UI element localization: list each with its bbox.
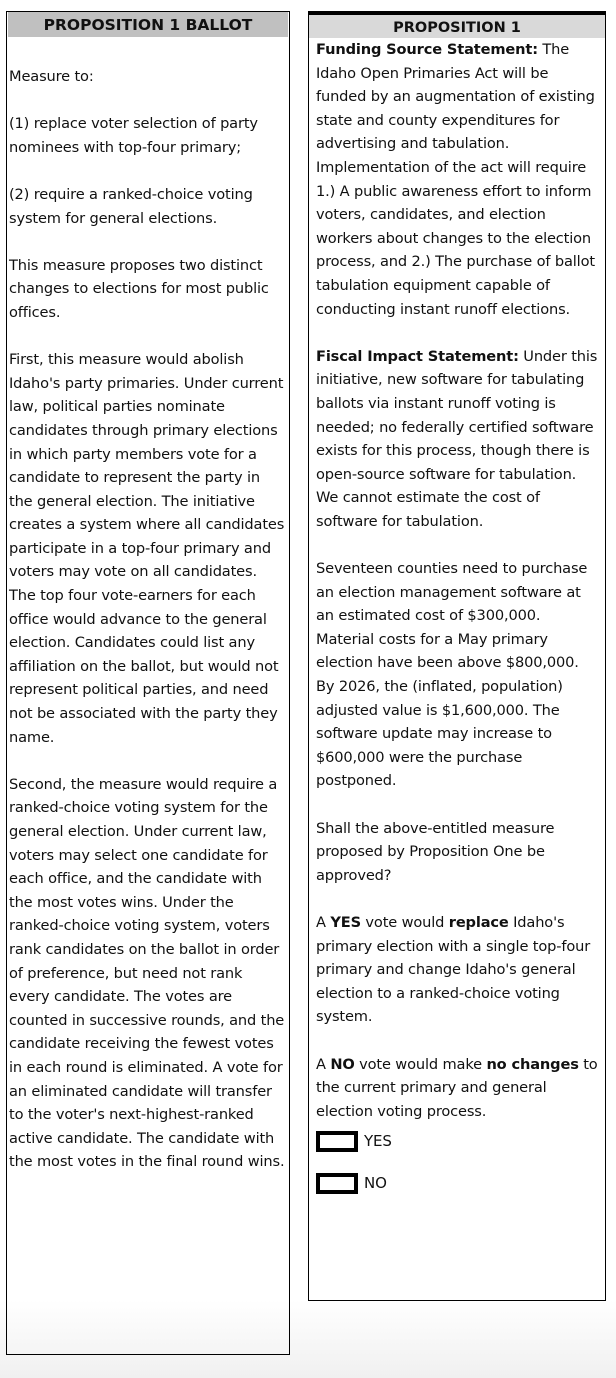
vote-option-no[interactable] — [316, 1173, 601, 1194]
cost-estimates: Seventeen counties need to purchase an election management software at an estimated cost of $300,000. Material costs for a May primary election have been above $800,000. By 2026, the (inflated, population) adjusted value is $1,600,000. The software update may increase to $600,000 were the purchase postponed. — [316, 560, 588, 790]
yes-vote-explanation — [316, 911, 601, 1029]
measure-intro: Measure to: — [9, 68, 94, 85]
ballot-summary-panel — [6, 11, 290, 1355]
no-explanation-keyword: NO — [330, 1055, 355, 1073]
ballot-title: PROPOSITION 1 BALLOT — [8, 12, 288, 37]
proposition-details-panel — [308, 11, 606, 1301]
yes-explanation-keyword: YES — [330, 913, 361, 931]
vote-option-yes[interactable] — [316, 1131, 601, 1152]
yes-explanation-middle: vote would — [360, 913, 449, 931]
measure-item-2: (2) require a ranked-choice voting system for general elections. — [9, 185, 253, 227]
no-explanation-action: no changes — [486, 1055, 579, 1073]
no-label: NO — [364, 1174, 387, 1193]
fiscal-impact-label: Fiscal Impact Statement: — [316, 347, 519, 365]
funding-source-statement — [316, 38, 601, 321]
fiscal-impact-statement — [316, 345, 601, 534]
yes-label: YES — [364, 1132, 392, 1151]
yes-explanation-suffix: Idaho's primary election with a single top-four primary and change Idaho's general election to a ranked-choice voting system. — [316, 913, 591, 1026]
proposition-title: PROPOSITION 1 — [309, 15, 605, 38]
yes-explanation-action: replace — [448, 913, 509, 931]
measure-second-change: Second, the measure would require a ranked-choice voting system for the general election. Under current law, voters may select one candidate for each office, and the candidate with the most votes wins. Under the ranked-choice voting system, voters rank candidates on the ballot in order of preference, but need not rank every candidate. The votes are counted in successive rounds, and the candidate receiving the fewest votes in each round is eliminated. A vote for an eliminated candidate will transfer to the voter's next-highest-ranked active candidate. The candidate with the most votes in the final round wins. — [9, 775, 285, 1171]
no-vote-explanation — [316, 1053, 601, 1124]
measure-first-change: First, this measure would abolish Idaho's party primaries. Under current law, political parties nominate candidates through primary elections in which party members vote for a candidate to represent the party in the general election. The initiative creates a system where all candidates participate in a top-four primary and voters may vote on all candidates. The top four vote-earners for each office would advance to the general election. Candidates could list any affiliation on the ballot, but would not represent political parties, and need not be associated with the party they name. — [9, 351, 285, 746]
funding-source-label: Funding Source Statement: — [316, 41, 538, 58]
yes-checkbox[interactable] — [316, 1131, 358, 1152]
ballot-question: Shall the above-entitled measure proposed by Proposition One be approved? — [316, 819, 555, 884]
yes-explanation-prefix: A — [316, 913, 331, 931]
no-explanation-suffix: to the current primary and general election voting process. — [316, 1055, 598, 1120]
funding-source-text: The Idaho Open Primaries Act will be funded by an augmentation of existing state and county expenditures for advertising and tabulation. Implementation of the act will require 1.) A public awareness effort to inform voters, candidates, and election workers about changes to the election process, and 2.) The purchase of ballot tabulation equipment capable of conducting instant runoff elections. — [316, 41, 595, 318]
no-checkbox[interactable] — [316, 1173, 358, 1194]
no-explanation-middle: vote would make — [354, 1055, 487, 1073]
no-explanation-prefix: A — [316, 1055, 331, 1073]
proposition-details-text — [309, 38, 605, 1194]
measure-item-1: (1) replace voter selection of party nominees with top-four primary; — [9, 115, 258, 156]
ballot-summary-text — [7, 65, 289, 1174]
fiscal-impact-text: Under this initiative, new software for tabulating ballots via instant runoff voting is needed; no federally certified software exists for this process, though there is open-source software for tabulation. We cannot estimate the cost of software for tabulation. — [316, 347, 598, 530]
measure-overview: This measure proposes two distinct changes to elections for most public offices. — [9, 256, 269, 321]
